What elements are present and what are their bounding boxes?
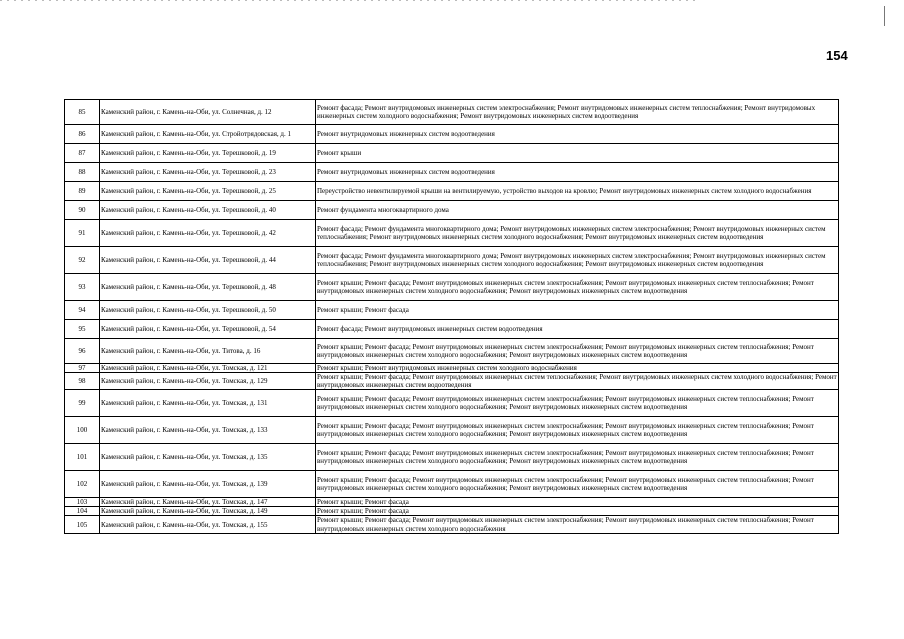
- row-works: Ремонт крыши; Ремонт внутридомовых инженерных систем холодного водоснабжения: [316, 364, 839, 373]
- row-address: Каменский район, г. Камень-на-Оби, ул. Томская, д. 131: [100, 390, 316, 417]
- row-number: 100: [65, 417, 100, 444]
- row-works: Ремонт фасада; Ремонт фундамента многоквартирного дома; Ремонт внутридомовых инженерных систем электроснабжения; Ремонт внутридомовых инженерных систем теплоснабжения; Ремонт внутридомовых инженерных систем холодного водоснабжения; Ремонт внутридомовых инженерных систем водоотведения: [316, 247, 839, 274]
- repair-works-table: [64, 99, 839, 534]
- row-works: Ремонт крыши; Ремонт фасада: [316, 301, 839, 320]
- row-number: 92: [65, 247, 100, 274]
- row-address: Каменский район, г. Камень-на-Оби, ул. Томская, д. 149: [100, 507, 316, 516]
- table-row: [65, 364, 839, 373]
- row-number: 90: [65, 201, 100, 220]
- row-address: Каменский район, г. Камень-на-Оби, ул. Терешковой, д. 48: [100, 274, 316, 301]
- row-works: Ремонт крыши; Ремонт фасада; Ремонт внутридомовых инженерных систем теплоснабжения; Ремонт внутридомовых инженерных систем холодного водоснабжения; Ремонт внутридомовых инженерных систем водоотведения: [317, 373, 837, 390]
- table-row: [65, 339, 839, 364]
- row-address: Каменский район, г. Камень-на-Оби, ул. Солнечная, д. 12: [100, 100, 316, 125]
- row-address: Каменский район, г. Камень-на-Оби, ул. Терешковой, д. 40: [100, 201, 316, 220]
- row-works: Ремонт фасада; Ремонт внутридомовых инженерных систем электроснабжения; Ремонт внутридомовых инженерных систем теплоснабжения; Ремонт внутридомовых инженерных систем холодного водоснабжения; Ремонт внутридомовых инженерных систем водоотведения: [316, 100, 839, 125]
- row-number: 86: [65, 125, 100, 144]
- table-row: [65, 125, 839, 144]
- table-row: [65, 301, 839, 320]
- scan-edge-mark: [884, 6, 885, 26]
- row-address: Каменский район, г. Камень-на-Оби, ул. Томская, д. 135: [100, 444, 316, 471]
- row-number: 88: [65, 163, 100, 182]
- row-works: Ремонт внутридомовых инженерных систем водоотведения: [316, 125, 839, 144]
- row-number: 105: [65, 516, 100, 533]
- table-row: [65, 320, 839, 339]
- row-number: 87: [65, 144, 100, 163]
- row-works: Ремонт крыши; Ремонт фасада; Ремонт внутридомовых инженерных систем электроснабжения; Ремонт внутридомовых инженерных систем теплоснабжения; Ремонт внутридомовых инженерных систем холодного водоснабжения; Ремонт внутридомовых инженерных систем водоотведения: [316, 274, 839, 301]
- row-works: Ремонт крыши; Ремонт фасада; Ремонт внутридомовых инженерных систем электроснабжения; Ремонт внутридомовых инженерных систем теплоснабжения; Ремонт внутридомовых инженерных систем холодного водоснабжения; Ремонт внутридомовых инженерных систем водоотведения: [316, 471, 839, 498]
- row-works: Ремонт крыши; Ремонт фасада; Ремонт внутридомовых инженерных систем электроснабжения; Ремонт внутридомовых инженерных систем теплоснабжения; Ремонт внутридомовых инженерных систем холодного водоснабжения; Ремонт внутридомовых инженерных систем водоотведения: [316, 444, 839, 471]
- row-address: Каменский район, г. Камень-на-Оби, ул. Томская, д. 129: [100, 373, 316, 390]
- row-address: Каменский район, г. Камень-на-Оби, ул. Терешковой, д. 19: [100, 144, 316, 163]
- row-works: Ремонт фундамента многоквартирного дома: [316, 201, 839, 220]
- row-address: Каменский район, г. Камень-на-Оби, ул. Томская, д. 133: [100, 417, 316, 444]
- row-address: Каменский район, г. Камень-на-Оби, ул. Титова, д. 16: [100, 339, 316, 364]
- row-works: Ремонт крыши; Ремонт фасада; Ремонт внутридомовых инженерных систем электроснабжения; Ремонт внутридомовых инженерных систем теплоснабжения; Ремонт внутридомовых инженерных систем холодного водоснабжения; Ремонт внутридомовых инженерных систем водоотведения: [316, 417, 839, 444]
- table-row: [65, 373, 839, 390]
- row-address: Каменский район, г. Камень-на-Оби, ул. Терешковой, д. 23: [100, 163, 316, 182]
- table-row: [65, 220, 839, 247]
- row-number: 98: [65, 373, 100, 390]
- table-row: [65, 390, 839, 417]
- row-number: 96: [65, 339, 100, 364]
- table-row: [65, 507, 839, 516]
- table-row: [65, 182, 839, 201]
- row-works: Ремонт крыши; Ремонт фасада; Ремонт внутридомовых инженерных систем электроснабжения; Ремонт внутридомовых инженерных систем теплоснабжения; Ремонт внутридомовых инженерных систем холодного водоснабжения; Ремонт внутридомовых инженерных систем водоотведения: [316, 339, 839, 364]
- table-row: [65, 516, 839, 533]
- row-works: Переустройство невентилируемой крыши на вентилируемую, устройство выходов на кровлю; Ремонт внутридомовых инженерных систем холодного водоснабжения: [316, 182, 839, 201]
- table-row: [65, 274, 839, 301]
- row-works: Ремонт фасада; Ремонт фундамента многоквартирного дома; Ремонт внутридомовых инженерных систем электроснабжения; Ремонт внутридомовых инженерных систем теплоснабжения; Ремонт внутридомовых инженерных систем холодного водоснабжения; Ремонт внутридомовых инженерных систем водоотведения: [316, 220, 839, 247]
- row-number: 93: [65, 274, 100, 301]
- row-number: 91: [65, 220, 100, 247]
- table-row: [65, 417, 839, 444]
- table-row: [65, 444, 839, 471]
- row-works: Ремонт крыши: [316, 144, 839, 163]
- row-works: Ремонт крыши; Ремонт фасада; Ремонт внутридомовых инженерных систем электроснабжения; Ремонт внутридомовых инженерных систем теплоснабжения; Ремонт внутридомовых инженерных систем холодного водоснабжения; Ремонт внутридомовых инженерных систем водоотведения: [316, 390, 839, 417]
- row-works: Ремонт крыши; Ремонт фасада: [316, 498, 839, 507]
- table-body: [65, 100, 839, 534]
- row-address: Каменский район, г. Камень-на-Оби, ул. Томская, д. 139: [100, 471, 316, 498]
- row-address: Каменский район, г. Камень-на-Оби, ул. Терешковой, д. 50: [100, 301, 316, 320]
- row-number: 97: [65, 364, 100, 373]
- row-number: 89: [65, 182, 100, 201]
- row-number: 104: [65, 507, 100, 516]
- row-number: 102: [65, 471, 100, 498]
- table-row: [65, 163, 839, 182]
- row-works: Ремонт крыши; Ремонт фасада; Ремонт внутридомовых инженерных систем электроснабжения; Ремонт внутридомовых инженерных систем теплоснабжения; Ремонт внутридомовых инженерных систем холодного водоснабжения: [316, 516, 839, 533]
- row-address: Каменский район, г. Камень-на-Оби, ул. Терешковой, д. 42: [100, 220, 316, 247]
- row-address: Каменский район, г. Камень-на-Оби, ул. Томская, д. 147: [100, 498, 316, 507]
- table-row: [65, 498, 839, 507]
- table-row: [65, 144, 839, 163]
- row-number: 101: [65, 444, 100, 471]
- page-number: 154: [826, 48, 848, 63]
- table-row: [65, 100, 839, 125]
- row-address: Каменский район, г. Камень-на-Оби, ул. Терешковой, д. 54: [100, 320, 316, 339]
- row-address: Каменский район, г. Камень-на-Оби, ул. Стройотрядовская, д. 1: [100, 125, 316, 144]
- row-address: Каменский район, г. Камень-на-Оби, ул. Терешковой, д. 25: [100, 182, 316, 201]
- row-number: 95: [65, 320, 100, 339]
- row-works: Ремонт крыши; Ремонт фасада: [316, 507, 839, 516]
- row-number: 94: [65, 301, 100, 320]
- row-address: Каменский район, г. Камень-на-Оби, ул. Терешковой, д. 44: [100, 247, 316, 274]
- row-address: Каменский район, г. Камень-на-Оби, ул. Томская, д. 121: [100, 364, 316, 373]
- row-works: Ремонт фасада; Ремонт внутридомовых инженерных систем водоотведения: [316, 320, 839, 339]
- row-number: 99: [65, 390, 100, 417]
- table-row: [65, 201, 839, 220]
- row-number: 103: [65, 498, 100, 507]
- table-row: [65, 247, 839, 274]
- row-number: 85: [65, 100, 100, 125]
- row-address: Каменский район, г. Камень-на-Оби, ул. Томская, д. 155: [100, 516, 316, 533]
- row-works: Ремонт внутридомовых инженерных систем водоотведения: [316, 163, 839, 182]
- top-scan-edge: [0, 0, 700, 1]
- table-row: [65, 471, 839, 498]
